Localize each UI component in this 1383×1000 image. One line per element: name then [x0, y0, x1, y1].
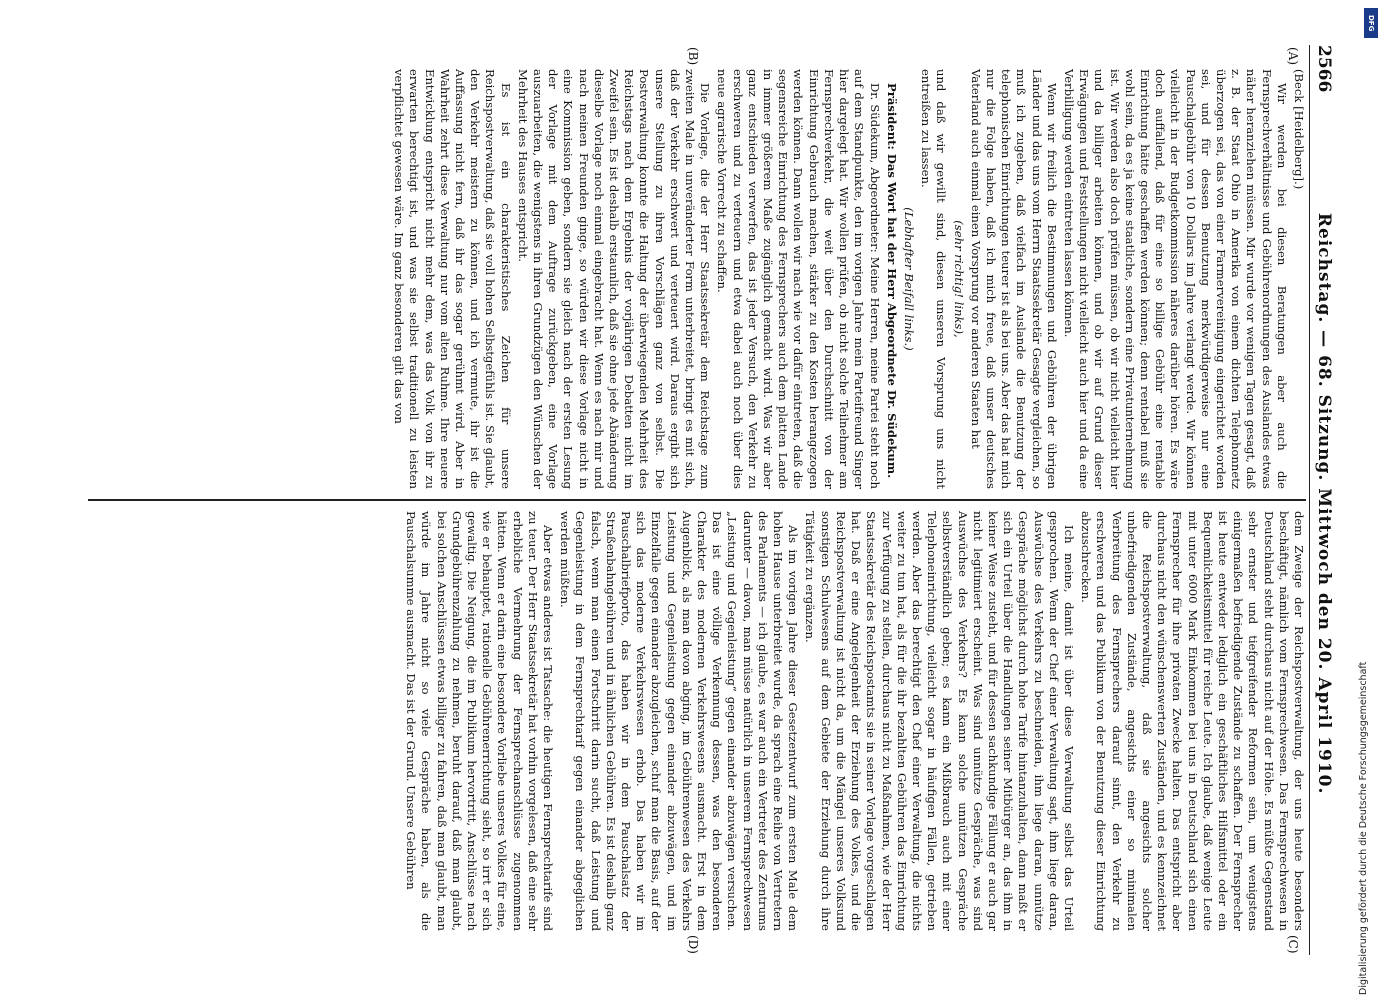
digitization-credit: Digitalisierung gefördert durch die Deutsche Forschungsgemeinschaft	[1358, 661, 1369, 995]
column-divider	[88, 499, 1306, 501]
left-column	[389, 69, 1306, 489]
page-content	[80, 45, 1340, 955]
speaker-ref: (Beck [Heidelberg].)	[1292, 69, 1306, 190]
page-header	[1309, 45, 1340, 955]
interjection: (sehr richtig! links),	[951, 220, 966, 338]
paragraph: Wenn wir freilich die Bestimmungen und Gebühren der übrigen Länder und das uns vom Herrn Staatssekretär Gesagte vergleichen, so muß ich zugeben, daß vielfach im Auslande die Benutzung der telephonischen Einrichtungen teurer ist als bei uns. Aber das hat mich nur die Folge haben, daß ich mich freue, daß unser deutsches Vaterland auch einmal einen Vorsprung vor anderen Staaten hat	[968, 69, 1059, 489]
margin-mark-a: (A)	[1286, 47, 1300, 66]
right-column	[401, 511, 1306, 931]
president-statement: Präsident: Das Wort hat der Herr Abgeordnete Dr. Südekum.	[884, 83, 899, 479]
page-title: Reichstag. — 68. Sitzung. Mittwoch den 20. April 1910.	[1314, 212, 1334, 795]
page-number: 2566	[1314, 45, 1334, 93]
margin-mark-c: (C)	[1286, 935, 1300, 954]
paragraph: Die Vorlage, die der Herr Staatssekretär dem Reichstage zum zweiten Male in unveränderter Form unterbreitet, bringt es mit sich, daß der Verkehr erschwert und verteuert wird. Daraus ergibt sich unsere Stellung zu ihren Vorschlägen ganz von selbst. Die Postverwaltung konnte die Haltung der überwiegenden Mehrheit des Reichstags nach dem Ergebnis der vorjährigen Debatten nicht im Zweifel sein. Es ist deshalb erstaunlich, daß sie ohne jede Abänderung dieselbe Vorlage noch einmal eingebracht hat. Wenn es nach mir und nach meinen Freunden ginge, so würden wir diese Vorlage nicht in eine Kommission geben, sondern sie gleich nach der ersten Lesung der Vorlage mit dem Auftrage zurückgeben, eine Vorlage auszuarbeiten, die wenigstens in ihren Grundzügen den Wünschen der Mehrheit des Hauses entspricht.	[515, 69, 713, 489]
interjection: (Lebhafter Beifall links.)	[901, 207, 916, 351]
margin-mark-d: (D)	[686, 935, 700, 954]
paragraph: Es ist ein charakteristisches Zeichen für unsere Reichspostverwaltung, daß sie voll hohen Selbstgefühls ist. Sie glaubt, den Verkehr meistern zu können, und ich vermute, ihr ist die Auffassung nicht fern, daß ihr das sogar gerühmt wird. Aber in Wahrheit zehrt diese Verwaltung nur vom alten Ruhme. Ihre neuere Entwicklung entspricht nicht mehr dem, was das Volk von ihr zu erwarten berechtigt ist, und was sie selbst traditionell zu leisten verpflichtet gewesen wäre. Im ganz besonderen gilt das von	[392, 69, 513, 489]
paragraph: Ich meine, damit ist über diese Verwaltung selbst das Urteil gesprochen. Wenn der Chef einer Verwaltung sagt, ihm liege daran, Auswüchse des Verkehrs zu beschneiden, ihm liege daran, unnütze Gespräche möglichst durch hohe Tarife hintanzuhalten, dann maßt er sich ein Urteil über die Handlungen seiner Mitbürger an, das ihm in keiner Weise zusteht, und für dessen sachkundige Fällung er auch gar nicht legitimiert erscheint. Was sind unnütze Gespräche, was sind Auswüchse des Verkehrs? Es kann solche unnützen Gespräche selbstverständlich geben; es kann ein Mißbrauch auch mit einer Telephoneinrichtung, vielleicht sogar in häufigen Fällen, getrieben werden. Aber das berechtigt den Chef einer Verwaltung, die nichts weiter zu tun hat, als für die ihr bezahlten Gebühren das Einrichtung zur Verfügung zu stellen, durchaus nicht zu Maßnahmen, wie der Herr Staatssekretär des Reichspostamts sie in seiner Vorlage vorgeschlagen hat. Daß er eine Angelegenheit der Erziehung des Volkes, und die Reichspostverwaltung ist nicht da, um die Mängel unseres Volksund sonstigen Schulwesens auf dem Gebiete der Erziehung durch ihre Tätigkeit zu ergänzen.	[803, 511, 1076, 931]
paragraph: Aber etwas anderes ist Tatsache: die heutigen Fernsprechtarife sind zu teuer. Der Herr Staatssekretär hat vorhin vorgelesen, daß eine sehr erhebliche Vermehrung der Fernsprechanschlüsse zugenommen hätten. Wenn er darin eine besondere Vorliebe unseres Volkes für eine, wie er behauptet, rationelle Gebührenerrichtung sieht, so irrt er sich gewaltig. Die Neigung, die im Publikum hervortritt, Anschlüsse nach Grundgebührenzahlung zu nehmen, beruht darauf, daß man glaubt, bei solchen Anschlüssen etwas billiger zu fahren, daß man glaubt, man würde im Jahre nicht so viele Gespräche haben, als die Pauschalsumme ausmacht. Das ist der Grund. Unsere Gebühren	[404, 511, 556, 931]
paragraph: Als im vorigen Jahre dieser Gesetzentwurf zum ersten Male dem hohen Hause unterbreitet wurde, da sprach eine Reihe von Vertretern des Parlaments — ich glaube, es war auch ein Vertreter des Zentrums darunter — davon, man müsse natürlich in unserem Fernsprechwesen „Leistung und Gegenleistung“ gegen einander abzuwägen versuchen. Das ist eine völlige Verkennung dessen, was den besonderen Charakter des modernen Verkehrswesens ausmacht. Erst in dem Augenblick, als man davon abging, im Gebührenwesen des Verkehrs Leistung und Gegenleistung gegen einander abzuwägen, und im Einzelfalle gegen einander abzugleichen, schuf man die Basis, auf der sich das moderne Verkehrswesen erhob. Das haben wir im Pauschalbriefporto, das haben wir in dem Pauschalsatz der Straßenbahngebühren und in ähnlichen Gebühren. Es ist deshalb ganz falsch, wenn man einen Fortschritt darin sucht, daß Leistung und Gegenleistung in dem Fernsprechtarif gegen einander abgeglichen werden müßten.	[558, 511, 801, 931]
margin-mark-b: (B)	[686, 47, 700, 66]
paragraph: Dr. Südekum, Abgeordneter: Meine Herren, meine Partei steht noch auf dem Standpunkte, den im vorigen Jahre mein Parteifreund Singer hier dargelegt hat. Wir wollen prüfen, ob nicht solche Teilnehmer am Fernsprechverkehr, die weit über den Durchschnitt von der Einrichtung Gebrauch machen, stärker zu den Kosten herangezogen werden können. Dann wollen wir nach wie vor dafür eintreten, daß die segensreiche Einrichtung des Fernsprechers auch dem platten Lande in immer größerem Maße zugänglich gemacht wird. Was wir aber ganz entschieden verwerfen, das ist jeder Versuch, den Verkehr zu erschweren und zu verteuern und etwa dabei auch noch über dies neue agrarische Vorrecht zu schaffen.	[715, 69, 882, 489]
dfg-logo: DFG	[1364, 8, 1378, 38]
paragraph: Wir werden bei diesen Beratungen aber auch die Fernsprechverhältnisse und Gebührenordnungen des Auslandes etwas näher heranziehen müssen. Mir wurde vor wenigen Tagen gesagt, daß z. B. der Staat Ohio in Amerika von einem dichten Telephonnetz überzogen sei, das von einer Farmervereinigung eingerichtet worden sei, und für dessen Benutzung merkwürdigerweise nur eine Pauschalgebühr von 10 Dollars im Jahre verlangt werde. Wir können vielleicht in der Budgetkommission näheres darüber hören. Es wäre doch auffallend, daß für eine so billige Gebühr eine rentable Einrichtung hätte geschaffen werden können; denn rentabel muß sie wohl sein, da es ja keine staatliche, sondern eine Privatunternehmung ist. Wir werden also doch prüfen müssen, ob wir nicht vielleicht hier und da billiger arbeiten können, und ob wir auf Grund dieser Erwägungen und Feststellungen nicht vielleicht auch hier und da eine Verbilligung werden eintreten lassen können.	[1061, 69, 1289, 489]
paragraph: und daß wir gewillt sind, diesen unseren Vorsprung uns nicht entreißen zu lassen.	[919, 69, 949, 489]
rotated-page	[60, 45, 1340, 955]
paragraph: dem Zweige der Reichspostverwaltung, der uns heute besonders beschäftigt, nämlich vom Fernsprechwesen. Das Fernsprechwesen in Deutschland steht durchaus nicht auf der Höhe. Es müßte Gegenstand sehr ernster und tiefgreifender Reformen sein, um wenigstens einigermaßen befriedigende Zustände zu schaffen. Der Fernsprecher ist heute entweder lediglich ein geschäftliches Hilfsmittel oder ein Bequemlichkeitsmittel für reiche Leute. Ich glaube, daß wenige Leute mit unter 6000 Mark Einkommen bei uns in Deutschland sich einen Fernsprecher für ihre privaten Zwecke halten. Das entspricht aber durchaus nicht den wünschenswerten Zuständen, und es kennzeichnet die Reichspostverwaltung, daß sie angesichts solcher unbefriedigenden Zustände, angesichts einer so minimalen Verbreitung des Fernsprechers darauf sinnt, den Verkehr zu erschweren und das Publikum von der Benutzung dieser Einrichtung abzuschrecken.	[1079, 511, 1306, 931]
